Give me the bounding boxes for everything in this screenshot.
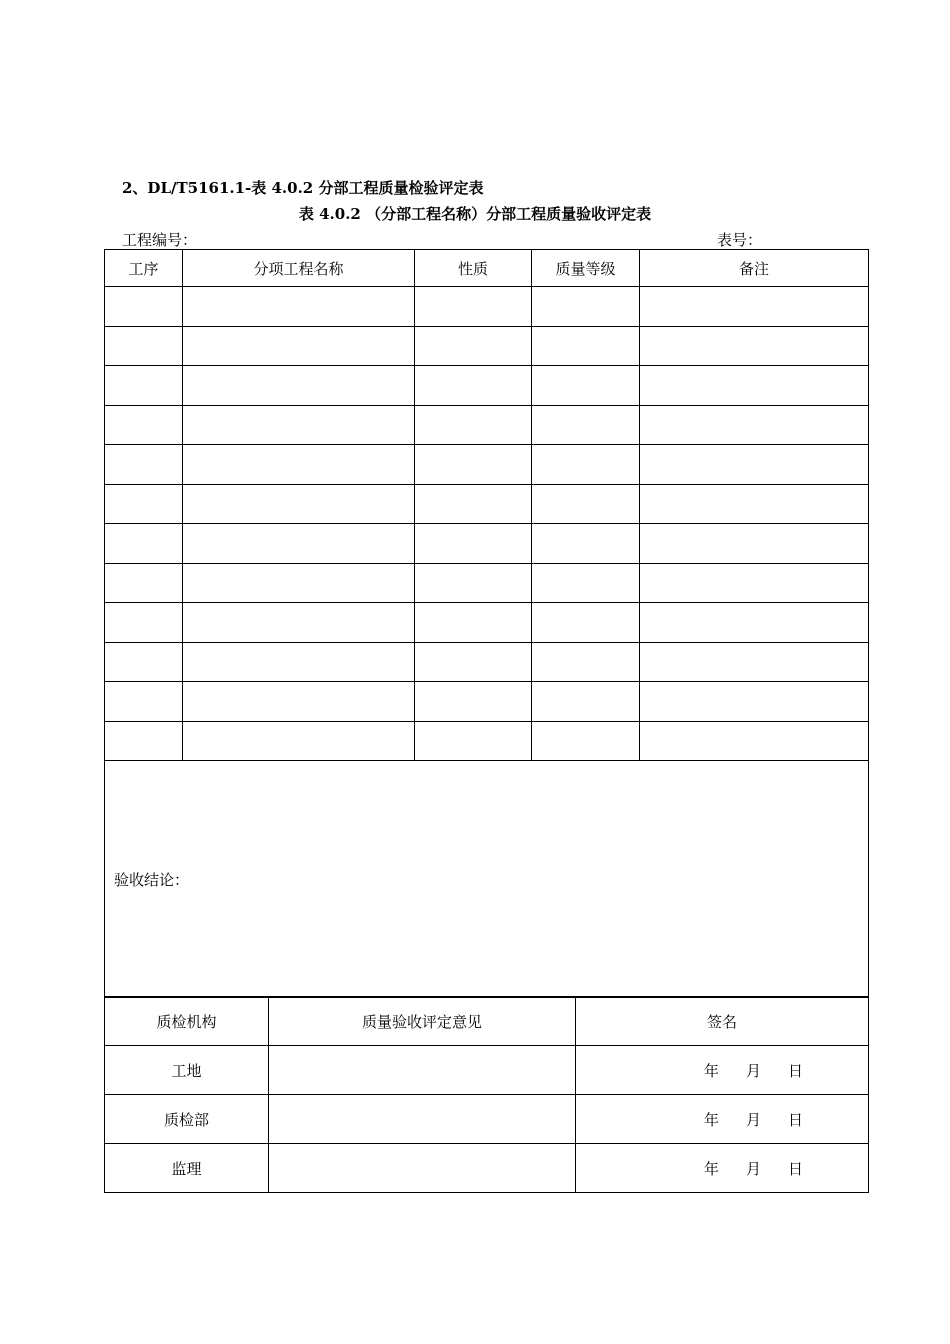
subitem-name-cell[interactable]: [183, 287, 415, 327]
subitem-name-cell[interactable]: [183, 445, 415, 485]
subitem-name-cell[interactable]: [183, 366, 415, 406]
signature-date-cell[interactable]: [576, 1095, 869, 1144]
table-row: [105, 287, 869, 327]
subitem-name-cell[interactable]: [183, 603, 415, 643]
process-cell[interactable]: [105, 405, 183, 445]
form-title: 表 4.0.2 （分部工程名称）分部工程质量验收评定表: [298, 205, 652, 223]
nature-cell[interactable]: [415, 682, 532, 722]
org-name: 监理: [105, 1144, 269, 1193]
signature-date-cell[interactable]: [576, 1144, 869, 1193]
quality-grade-cell[interactable]: [532, 524, 640, 564]
nature-cell[interactable]: [415, 287, 532, 327]
date-day: 日: [788, 1159, 804, 1178]
process-cell[interactable]: [105, 524, 183, 564]
process-cell[interactable]: [105, 642, 183, 682]
table-row: [105, 524, 869, 564]
subitem-name-cell[interactable]: [183, 326, 415, 366]
header-quality-grade: 质量等级: [532, 250, 640, 287]
nature-cell[interactable]: [415, 603, 532, 643]
org-name: 质检部: [105, 1095, 269, 1144]
table-row: [105, 1046, 869, 1095]
signature-header-row: [105, 997, 869, 1046]
quality-grade-cell[interactable]: [532, 563, 640, 603]
header-nature: 性质: [415, 250, 532, 287]
header-subitem-name: 分项工程名称: [183, 250, 415, 287]
nature-cell[interactable]: [415, 484, 532, 524]
process-cell[interactable]: [105, 287, 183, 327]
process-cell[interactable]: [105, 563, 183, 603]
quality-grade-cell[interactable]: [532, 287, 640, 327]
date-day: 日: [788, 1061, 804, 1080]
date-month: 月: [746, 1110, 762, 1129]
remarks-cell[interactable]: [640, 445, 869, 485]
remarks-cell[interactable]: [640, 484, 869, 524]
process-cell[interactable]: [105, 326, 183, 366]
remarks-cell[interactable]: [640, 366, 869, 406]
conclusion-label: 验收结论：: [114, 870, 190, 889]
process-cell[interactable]: [105, 682, 183, 722]
nature-cell[interactable]: [415, 326, 532, 366]
nature-cell[interactable]: [415, 366, 532, 406]
table-header-row: [105, 250, 869, 287]
table-row: [105, 366, 869, 406]
opinion-cell[interactable]: [269, 1095, 576, 1144]
quality-grade-cell[interactable]: [532, 445, 640, 485]
subitem-name-cell[interactable]: [183, 563, 415, 603]
signature-date-cell[interactable]: [576, 1046, 869, 1095]
date-month: 月: [746, 1061, 762, 1080]
nature-cell[interactable]: [415, 445, 532, 485]
table-row: [105, 603, 869, 643]
nature-cell[interactable]: [415, 524, 532, 564]
process-cell[interactable]: [105, 721, 183, 761]
remarks-cell[interactable]: [640, 524, 869, 564]
remarks-cell[interactable]: [640, 642, 869, 682]
table-row: [105, 642, 869, 682]
remarks-cell[interactable]: [640, 405, 869, 445]
table-row: [105, 1144, 869, 1193]
header-signature: 签名: [576, 997, 869, 1046]
signature-table: [104, 996, 869, 1193]
table-row: [105, 682, 869, 722]
opinion-cell[interactable]: [269, 1144, 576, 1193]
table-row: [105, 1095, 869, 1144]
header-process: 工序: [105, 250, 183, 287]
process-cell[interactable]: [105, 484, 183, 524]
quality-grade-cell[interactable]: [532, 682, 640, 722]
process-cell[interactable]: [105, 366, 183, 406]
subitem-name-cell[interactable]: [183, 405, 415, 445]
quality-grade-cell[interactable]: [532, 484, 640, 524]
date-year: 年: [704, 1159, 720, 1178]
process-cell[interactable]: [105, 445, 183, 485]
table-row: [105, 445, 869, 485]
date-day: 日: [788, 1110, 804, 1129]
conclusion-cell[interactable]: [105, 761, 869, 998]
quality-grade-cell[interactable]: [532, 603, 640, 643]
header-remarks: 备注: [640, 250, 869, 287]
remarks-cell[interactable]: [640, 682, 869, 722]
remarks-cell[interactable]: [640, 603, 869, 643]
nature-cell[interactable]: [415, 405, 532, 445]
quality-grade-cell[interactable]: [532, 721, 640, 761]
remarks-cell[interactable]: [640, 326, 869, 366]
remarks-cell[interactable]: [640, 287, 869, 327]
project-number-label: 工程编号：: [122, 231, 198, 249]
remarks-cell[interactable]: [640, 721, 869, 761]
evaluation-table: [104, 249, 869, 998]
date-year: 年: [704, 1110, 720, 1129]
nature-cell[interactable]: [415, 721, 532, 761]
table-row: [105, 484, 869, 524]
quality-grade-cell[interactable]: [532, 642, 640, 682]
quality-grade-cell[interactable]: [532, 366, 640, 406]
subitem-name-cell[interactable]: [183, 484, 415, 524]
process-cell[interactable]: [105, 603, 183, 643]
nature-cell[interactable]: [415, 642, 532, 682]
table-row: [105, 405, 869, 445]
table-row: [105, 721, 869, 761]
quality-grade-cell[interactable]: [532, 326, 640, 366]
nature-cell[interactable]: [415, 563, 532, 603]
header-opinion: 质量验收评定意见: [269, 997, 576, 1046]
quality-grade-cell[interactable]: [532, 405, 640, 445]
header-inspection-org: 质检机构: [105, 997, 269, 1046]
table-body: [105, 287, 869, 761]
subitem-name-cell[interactable]: [183, 721, 415, 761]
subitem-name-cell[interactable]: [183, 682, 415, 722]
document-heading: 2、DL/T5161.1-表 4.0.2 分部工程质量检验评定表: [122, 179, 484, 197]
table-row: [105, 326, 869, 366]
date-year: 年: [704, 1061, 720, 1080]
conclusion-row: [105, 761, 869, 998]
subitem-name-cell[interactable]: [183, 524, 415, 564]
date-month: 月: [746, 1159, 762, 1178]
remarks-cell[interactable]: [640, 563, 869, 603]
table-row: [105, 563, 869, 603]
opinion-cell[interactable]: [269, 1046, 576, 1095]
form-number-label: 表号：: [717, 231, 763, 249]
subitem-name-cell[interactable]: [183, 642, 415, 682]
org-name: 工地: [105, 1046, 269, 1095]
